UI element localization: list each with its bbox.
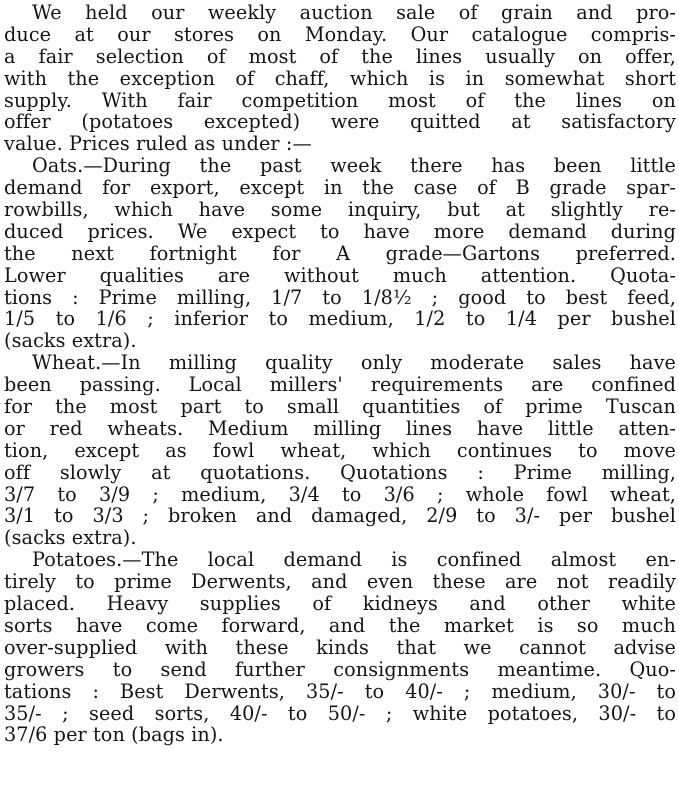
oats-paragraph — [4, 155, 676, 352]
text-line: with the exception of chaff, which is in somewhat short — [4, 67, 676, 90]
text-line: supply. With fair competition most of the lines on — [4, 89, 676, 112]
text-line: duce at our stores on Monday. Our catalogue compris- — [4, 23, 676, 46]
text-line: Oats.—During the past week there has been little — [32, 155, 676, 178]
text-line: duced prices. We expect to have more demand during — [4, 220, 676, 243]
text-line: rowbills, which have some inquiry, but at slightly re- — [4, 199, 676, 221]
text-line: demand for export, except in the case of B grade spar- — [4, 177, 676, 200]
text-line: off slowly at quotations. Quotations : Prime milling, — [4, 461, 676, 484]
text-line: 1/5 to 1/6 ; inferior to medium, 1/2 to 1/4 per bushel — [4, 308, 676, 331]
text-line: placed. Heavy supplies of kidneys and other white — [4, 593, 676, 615]
text-line: 3/7 to 3/9 ; medium, 3/4 to 3/6 ; whole fowl wheat, — [4, 483, 676, 506]
text-line: tions : Prime milling, 1/7 to 1/8½ ; good to best feed, — [4, 286, 676, 309]
text-line: been passing. Local millers' requirements are confined — [4, 374, 676, 397]
wheat-paragraph — [4, 352, 676, 549]
text-line: sorts have come forward, and the market is so much — [4, 614, 676, 637]
intro-paragraph — [4, 2, 676, 155]
text-line: Lower qualities are without much attention. Quota- — [4, 264, 676, 287]
text-line: 37/6 per ton (bags in). — [4, 724, 224, 747]
text-line: value. Prices ruled as under :— — [4, 133, 312, 156]
text-line: tations : Best Derwents, 35/- to 40/- ; medium, 30/- to — [4, 680, 676, 703]
text-line: a fair selection of most of the lines usually on offer, — [4, 45, 676, 68]
text-line: 3/1 to 3/3 ; broken and damaged, 2/9 to 3/- per bushel — [4, 505, 676, 528]
text-line: 35/- ; seed sorts, 40/- to 50/- ; white potatoes, 30/- to — [4, 702, 676, 725]
text-line: Potatoes.—The local demand is confined almost en- — [32, 549, 676, 572]
text-line: or red wheats. Medium milling lines have little atten- — [4, 417, 676, 440]
text-line: Wheat.—In milling quality only moderate sales have — [32, 352, 676, 375]
text-line: the next fortnight for A grade—Gartons preferred. — [4, 242, 676, 265]
market-report-column — [4, 2, 676, 746]
text-line: tion, except as fowl wheat, which continues to move — [4, 439, 676, 462]
text-line: offer (potatoes excepted) were quitted at satisfactory — [4, 111, 676, 134]
text-line: tirely to prime Derwents, and even these are not readily — [4, 571, 676, 594]
text-line: growers to send further consignments meantime. Quo- — [4, 658, 676, 681]
text-line: (sacks extra). — [4, 330, 137, 353]
text-line: over-supplied with these kinds that we cannot advise — [4, 636, 676, 659]
text-line: We held our weekly auction sale of grain and pro- — [32, 2, 676, 24]
text-line: for the most part to small quantities of prime Tuscan — [4, 396, 676, 418]
potatoes-paragraph — [4, 549, 676, 746]
text-line: (sacks extra). — [4, 527, 137, 550]
